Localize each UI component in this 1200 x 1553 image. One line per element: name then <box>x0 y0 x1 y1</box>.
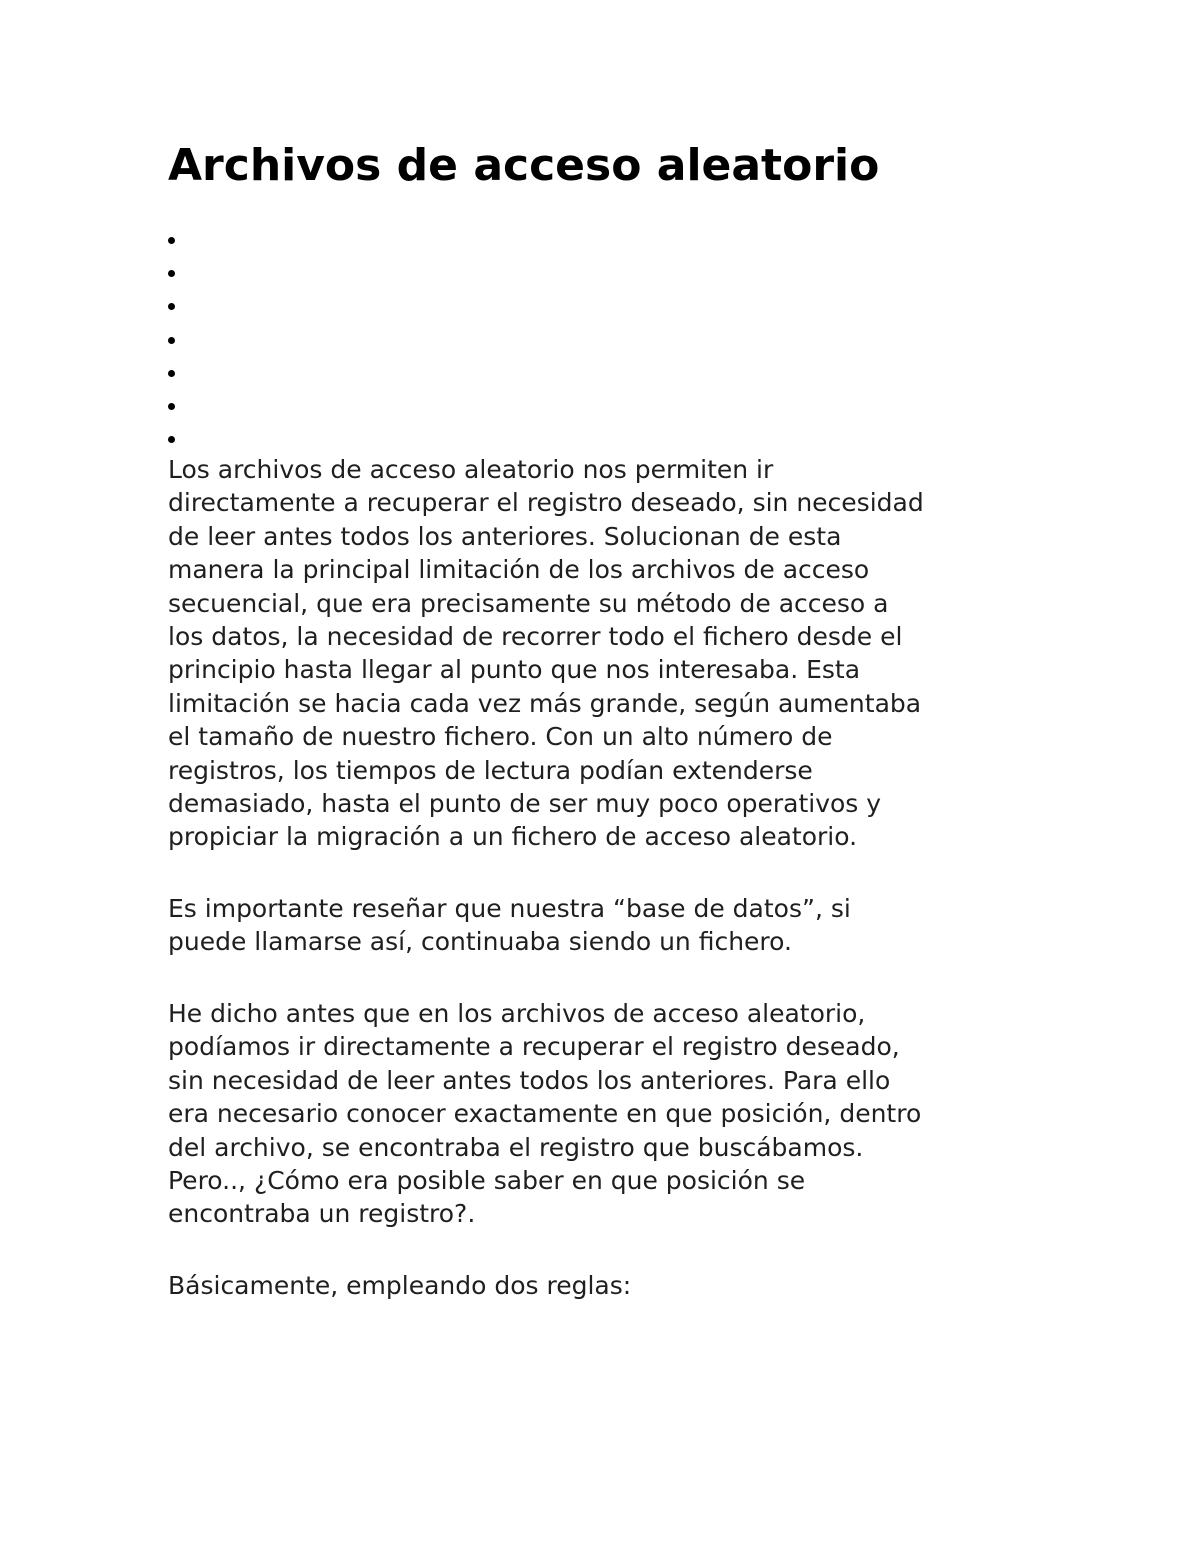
bullet-icon <box>168 403 175 410</box>
paragraph-intro: Los archivos de acceso aleatorio nos permiten ir directamente a recuperar el registro deseado, sin necesidad de leer antes todos los anteriores. Solucionan de esta manera la principal limitación de los archivos de acceso secuencial, que era precisamente su método de acceso a los datos, la necesidad de recorrer todo el fichero desde el principio hasta llegar al punto que nos interesaba. Esta limitación se hacia cada vez más grande, según aumentaba el tamaño de nuestro fichero. Con un alto número de registros, los tiempos de lectura podían extenderse demasiado, hasta el punto de ser muy poco operativos y propiciar la migración a un fichero de acceso aleatorio. <box>168 455 924 852</box>
paragraph-note: Es importante reseñar que nuestra “base de datos”, si puede llamarse así, continuaba siendo un fichero. <box>168 894 851 957</box>
bullet-icon <box>168 270 175 277</box>
bullet-icon <box>168 370 175 377</box>
bullet-icon <box>168 436 175 443</box>
page-title: Archivos de acceso aleatorio <box>168 140 880 191</box>
paragraph-position: He dicho antes que en los archivos de acceso aleatorio, podíamos ir directamente a recuperar el registro deseado, sin necesidad de leer antes todos los anteriores. Para ello era necesario conocer exactamente en que posición, dentro del archivo, se encontraba el registro que buscábamos. Pero.., ¿Cómo era posible saber en que posición se encontraba un registro?. <box>168 999 922 1229</box>
paragraph-rules: Básicamente, empleando dos reglas: <box>168 1271 632 1300</box>
bullet-icon <box>168 337 175 344</box>
bullet-icon <box>168 237 175 244</box>
bullet-icon <box>168 303 175 310</box>
